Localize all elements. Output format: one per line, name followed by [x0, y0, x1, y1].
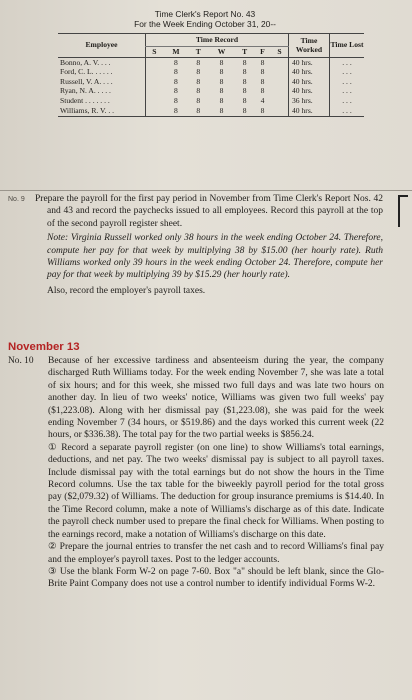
hours-cell [271, 68, 289, 78]
employee-name: Student . . . . . . . [60, 95, 110, 105]
hours-cell [271, 96, 289, 106]
hours-cell: 8 [254, 106, 271, 116]
hours-cell: 8 [196, 57, 201, 67]
problem-10-item-2: ② Prepare the journal entries to transfer the net cash and to record Williams's final pay and the employer's payroll taxes. Post to the ledger accounts. [48, 542, 384, 565]
time-lost-cell: . . . [330, 96, 365, 106]
hours-cell: 8 [208, 106, 236, 116]
hours-cell: 4 [260, 95, 265, 105]
hours-cell: 8 [196, 67, 201, 77]
hours-cell: 8 [174, 57, 178, 67]
hours-cell: 8 [242, 95, 247, 105]
report-title-line1: Time Clerk's Report No. 43 [154, 9, 256, 19]
hours-cell [271, 106, 289, 116]
hours-cell: 8 [260, 86, 265, 96]
hours-cell: 8 [174, 76, 178, 86]
section-heading: November 13 [8, 341, 80, 353]
hours-cell: 8 [219, 67, 224, 77]
problem-10-item-3: ③ Use the blank Form W-2 on page 7-60. Box "a" should be left blank, since the Glo-Brite Paint Company does not use a control number to identify individual Forms W-2. [48, 566, 384, 590]
time-worked-cell: 40 hrs. [289, 68, 330, 78]
hours-cell [271, 58, 289, 68]
hours-cell: 8 [242, 76, 247, 86]
table-row [58, 106, 364, 116]
hours-cell: 8 [219, 86, 224, 96]
time-lost-cell: . . . [330, 87, 365, 97]
day-header: F [254, 47, 271, 58]
hours-cell: 8 [219, 57, 224, 67]
hours-cell: 8 [242, 67, 247, 77]
table-row [58, 96, 364, 106]
header-time-record: Time Record [146, 34, 289, 47]
employee-name: Russell, V. A. . . . [60, 76, 113, 86]
hours-cell [271, 87, 289, 97]
hours-cell [271, 77, 289, 87]
day-header: W [208, 47, 236, 58]
hours-cell [146, 106, 163, 116]
time-worked-cell: 40 hrs. [289, 87, 330, 97]
hours-cell: 8 [163, 106, 189, 116]
day-header: T [189, 47, 208, 58]
time-lost-cell: . . . [330, 106, 365, 116]
section-divider [0, 190, 412, 191]
hours-cell: 8 [260, 76, 265, 86]
employee-name: Williams, R. V. . . [58, 106, 146, 116]
hours-cell: 8 [174, 86, 178, 96]
hours-cell: 8 [235, 106, 254, 116]
problem-9-text [35, 193, 383, 297]
hours-cell: 8 [242, 86, 247, 96]
hours-cell: 8 [196, 95, 201, 105]
hours-cell [146, 96, 163, 106]
hours-cell [146, 68, 163, 78]
note-text: Virginia Russell worked only 38 hours in the week ending October 24. Therefore, compute her pay for that week by multiplying 38 by $15.00 (her hourly rate). Ruth Williams worked only 39 hours in the week ending October 24. Therefore, compute her pay for that week by multiplying 39 by $15.29 (her hourly rate). [47, 233, 384, 281]
table-row [58, 77, 364, 87]
hours-cell: 8 [242, 57, 247, 67]
time-worked-cell: 40 hrs. [289, 77, 330, 87]
time-lost-cell: . . . [330, 77, 365, 87]
day-header: T [235, 47, 254, 58]
hours-cell [146, 77, 163, 87]
header-employee: Employee [58, 34, 146, 58]
hours-cell: 8 [260, 67, 265, 77]
problem-10-item-1: ① Record a separate payroll register (on one line) to show Williams's total earnings, deductions, and net pay. The two weeks' dismissal pay is subject to all payroll taxes. Include dismissal pay with the total earnings but do not show the hours in the Time Record columns. Use the tax table for the biweekly payroll period for the total gross pay ($2,079.32) of Williams. The deduction for group insurance premiums is $14.40. In the Time Record column, make a note of Williams's discharge as of this date. Indicate the payroll check number used to prepare the final check for Williams. When posting to the earnings record, make a notation of Williams's discharge on this date. [48, 442, 384, 540]
problem-9-note [35, 232, 383, 282]
time-lost-cell: . . . [330, 68, 365, 78]
hours-cell: 8 [196, 86, 201, 96]
header-time-lost: Time Lost [330, 34, 365, 58]
problem-9-number: No. 9 [8, 196, 25, 203]
time-worked-cell: 40 hrs. [289, 106, 330, 116]
hours-cell [146, 87, 163, 97]
hours-cell: 8 [174, 67, 178, 77]
hours-cell: 8 [219, 95, 224, 105]
table-row [58, 58, 364, 68]
header-time-worked: Time Worked [289, 34, 330, 58]
employee-name: Bonno, A. V. . . . [60, 57, 111, 67]
hours-cell: 8 [219, 76, 224, 86]
day-header: S [146, 47, 163, 58]
problem-9-also: Also, record the employer's payroll taxes. [47, 285, 206, 296]
time-lost-cell: . . . [330, 58, 365, 68]
hours-cell: 8 [189, 106, 208, 116]
hours-cell: 8 [260, 57, 265, 67]
time-worked-cell: 36 hrs. [289, 96, 330, 106]
time-clerk-report-table [58, 33, 364, 117]
problem-9-instructions: Prepare the payroll for the first pay period in November from Time Clerk's Report Nos. 42 and 43 and record the paychecks issued to all employees. Record this payroll at the top of the second payroll register sheet. [35, 194, 383, 229]
table-row [58, 87, 364, 97]
problem-10-text [48, 355, 384, 591]
report-title [100, 9, 310, 29]
hours-cell: 8 [174, 95, 178, 105]
report-title-line2: For the Week Ending October 31, 20-- [134, 19, 276, 29]
table-row [58, 68, 364, 78]
time-worked-cell: 40 hrs. [289, 58, 330, 68]
margin-bracket [398, 195, 408, 227]
day-header: S [271, 47, 289, 58]
hours-cell [146, 58, 163, 68]
hours-cell: 8 [196, 76, 201, 86]
problem-10-lead: Because of her excessive tardiness and absenteeism during the year, the company discharged Ruth Williams today. For the week ending November 7, she was late a total of six hours; and for this week, she missed two full days and was late two hours on another day. In lieu of two weeks' notice, Williams was given two full weeks' pay ($1,223.08). Along with her dismissal pay ($1,223.08), she was paid for the week ending November 7 (34 hours, or $519.86) and the days worked this current week (22 hours, or $336.38). The total pay for the two partial weeks is $856.24. [48, 356, 384, 441]
employee-name: Ryan, N. A. . . . . [60, 86, 111, 96]
problem-10-number: No. 10 [8, 356, 34, 366]
note-label: Note: [47, 233, 69, 244]
day-header: M [163, 47, 189, 58]
employee-name: Ford, C. L. . . . . . [60, 67, 113, 77]
